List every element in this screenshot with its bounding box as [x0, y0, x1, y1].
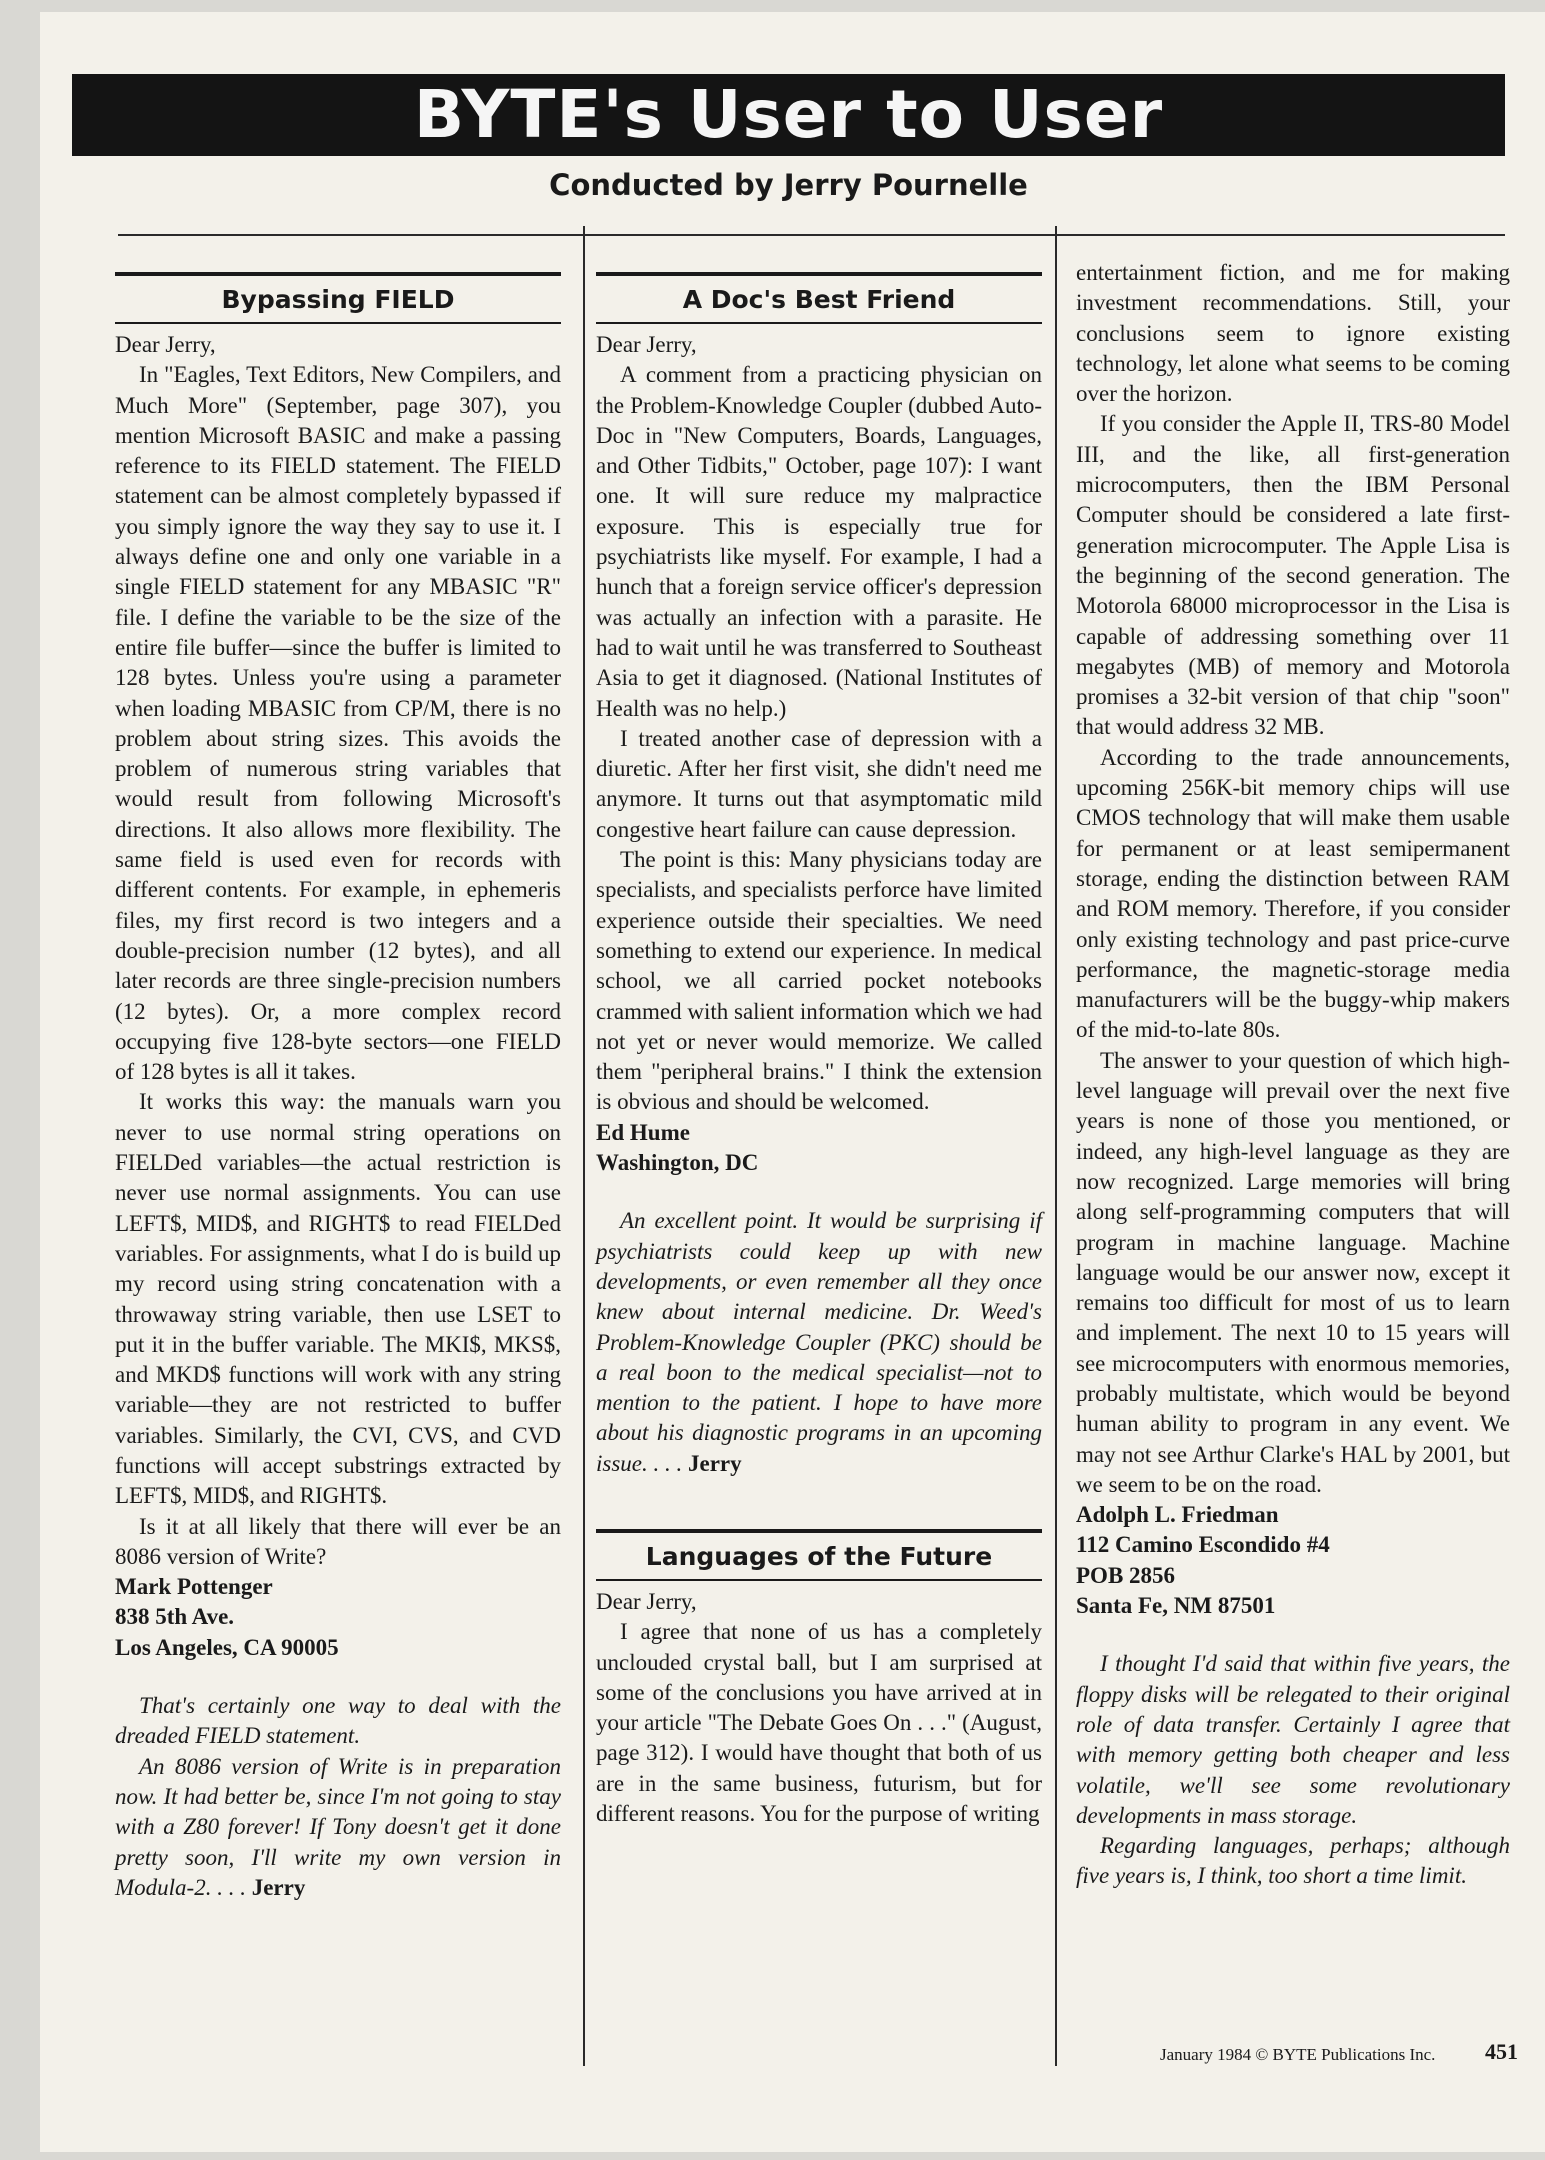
letter-greeting: Dear Jerry,	[596, 332, 697, 357]
letter-paragraph: In "Eagles, Text Editors, New Compilers, and Much More" (September, page 307), you mention Microsoft BASIC and make a passing reference to its FIELD statement. The FIELD statement can be almost completely bypassed if you simply ignore the way they say to use it. I always define one and only one variable in a single FIELD statement for any MBASIC "R" file. I define the variable to be the size of the entire file buffer—since the buffer is limited to 128 bytes. Unless you're using a parameter when loading MBASIC from CP/M, there is no problem about string sizes. This avoids the problem of numerous string variables that would result from following Microsoft's directions. It also allows more flexibility. The same field is used even for records with different contents. For example, in ephemeris files, my first record is two integers and a double-precision number (12 bytes), and all later records are three single-precision numbers (12 bytes). Or, a more complex record occupying five 128-byte sectors—one FIELD of 128 bytes is all it takes.	[115, 362, 561, 1085]
signature-name: Ed Hume	[596, 1119, 690, 1145]
byline: Conducted by Jerry Pournelle	[549, 168, 1028, 202]
letter-paragraph: Is it at all likely that there will ever be an 8086 version of Write?	[115, 1513, 561, 1569]
column-divider-2	[1055, 226, 1057, 2066]
column-3	[1076, 258, 1510, 1892]
editor-reply: An 8086 version of Write is in preparation now. It had better be, since I'm not going to stay with a Z80 forever! If Tony doesn't get it done pretty soon, I'll write my own version in Modula-2. . . . Jerry	[115, 1753, 561, 1900]
letter-paragraph: I agree that none of us has a completely unclouded crystal ball, but I am surprised at some of the conclusions you have arrived at in your article "The Debate Goes On . . ." (August, page 312). I would have thought that both of us are in the same business, futurism, but for different reasons. You for the purpose of writing	[596, 1619, 1042, 1827]
letter-paragraph: The answer to your question of which high-level language will prevail over the next five years is none of those you mentioned, or indeed, any high-level language as they are now recognized. Large memories will bring along self-programming computers that will program in machine language. Machine language would be our answer now, except it remains too difficult for most of us to learn and implement. The next 10 to 15 years will see microcomputers with enormous memories, probably multistate, which would be beyond human ability to program in any event. We may not see Arthur Clarke's HAL by 2001, but we seem to be on the road.	[1076, 1047, 1510, 1497]
section-heading-docs-best-friend: A Doc's Best Friend	[596, 272, 1042, 324]
signature-city: Washington, DC	[596, 1150, 759, 1176]
editor-reply: I thought I'd said that within five years, the floppy disks will be relegated to their original role of data transfer. Certainly I agree that with memory getting both cheaper and less volatile, we'll see some revolutionary developments in mass storage.	[1076, 1651, 1510, 1828]
column-2	[596, 272, 1042, 1829]
signature-name: Adolph L. Friedman	[1076, 1502, 1279, 1528]
editor-signature: Jerry	[251, 1874, 306, 1900]
header-rule	[118, 234, 1505, 236]
letter-greeting: Dear Jerry,	[115, 332, 216, 357]
editor-signature: Jerry	[688, 1450, 742, 1476]
signature-pob: POB 2856	[1076, 1562, 1176, 1588]
signature-address: 112 Camino Escondido #4	[1076, 1532, 1330, 1558]
editor-reply: Regarding languages, perhaps; although five years is, I think, too short a time limit.	[1076, 1833, 1510, 1889]
footer-credit: January 1984 © BYTE Publications Inc.	[1160, 2045, 1436, 2064]
section-heading-bypassing-field: Bypassing FIELD	[115, 272, 561, 324]
letter-paragraph: I treated another case of depression with a diuretic. After her first visit, she didn't need me anymore. It turns out that asymptomatic mild congestive heart failure can cause depression.	[596, 725, 1042, 842]
signature-name: Mark Pottenger	[115, 1574, 273, 1600]
column-1	[115, 272, 561, 1903]
letter-paragraph: It works this way: the manuals warn you never to use normal string operations on FIELDed variables—the actual restriction is never use normal assignments. You can use LEFT$, MID$, and RIGHT$ to read FIELDed variables. For assignments, what I do is build up my record using string concatenation with a throwaway string variable, then use LSET to put it in the buffer variable. The MKI$, MKS$, and MKD$ functions will work with any string variable—they are not restricted to buffer variables. Similarly, the CVI, CVS, and CVD functions will accept substrings extracted by LEFT$, MID$, and RIGHT$.	[115, 1089, 561, 1509]
section-heading-languages-of-the-future: Languages of the Future	[596, 1529, 1042, 1581]
letter-paragraph: The point is this: Many physicians today are specialists, and specialists perforce have limited experience outside their specialties. We need something to extend our experience. In medical school, we all carried pocket notebooks crammed with salient information which we had not yet or never would memorize. We called them "peripheral brains." I think the extension is obvious and should be welcomed.	[596, 847, 1042, 1115]
column-banner-title: BYTE's User to User	[72, 74, 1505, 156]
letter-paragraph: If you consider the Apple II, TRS-80 Model III, and the like, all first-generation microcomputers, then the IBM Personal Computer should be considered a late first-generation microcomputer. The Apple Lisa is the beginning of the second generation. The Motorola 68000 microprocessor in the Lisa is capable of addressing something over 11 megabytes (MB) of memory and Motorola promises a 32-bit version of that chip "soon" that would address 32 MB.	[1076, 411, 1510, 740]
page-number: 451	[1485, 2039, 1518, 2064]
signature-city: Santa Fe, NM 87501	[1076, 1593, 1276, 1619]
signature-city: Los Angeles, CA 90005	[115, 1634, 339, 1660]
editor-reply: An excellent point. It would be surprising if psychiatrists could keep up with new developments, or even remember all they once knew about internal medicine. Dr. Weed's Problem-Knowledge Coupler (PKC) should be a real boon to the medical specialist—not to mention to the patient. I hope to have more about his diagnostic programs in an upcoming issue. . . . Jerry	[596, 1208, 1042, 1476]
letter-greeting: Dear Jerry,	[596, 1588, 697, 1614]
letter-paragraph: entertainment fiction, and me for making investment recommendations. Still, your conclusions seem to ignore existing technology, let alone what seems to be coming over the horizon.	[1076, 260, 1510, 407]
signature-address: 838 5th Ave.	[115, 1604, 235, 1630]
column-divider-1	[583, 226, 585, 2066]
editor-reply: That's certainly one way to deal with the dreaded FIELD statement.	[115, 1693, 561, 1749]
letter-paragraph: A comment from a practicing physician on the Problem-Knowledge Coupler (dubbed Auto-Doc in "New Computers, Boards, Languages, and Other Tidbits," October, page 107): I want one. It will sure reduce my malpractice exposure. This is especially true for psychiatrists like myself. For example, I had a hunch that a foreign service officer's depression was actually an infection with a parasite. He had to wait until he was transferred to Southeast Asia to get it diagnosed. (National Institutes of Health was no help.)	[596, 362, 1042, 721]
letter-paragraph: According to the trade announcements, upcoming 256K-bit memory chips will use CMOS technology that will make them usable for permanent or at least semipermanent storage, ending the distinction between RAM and ROM memory. Therefore, if you consider only existing technology and past price-curve performance, the magnetic-storage media manufacturers will be the buggy-whip makers of the mid-to-late 80s.	[1076, 744, 1510, 1043]
